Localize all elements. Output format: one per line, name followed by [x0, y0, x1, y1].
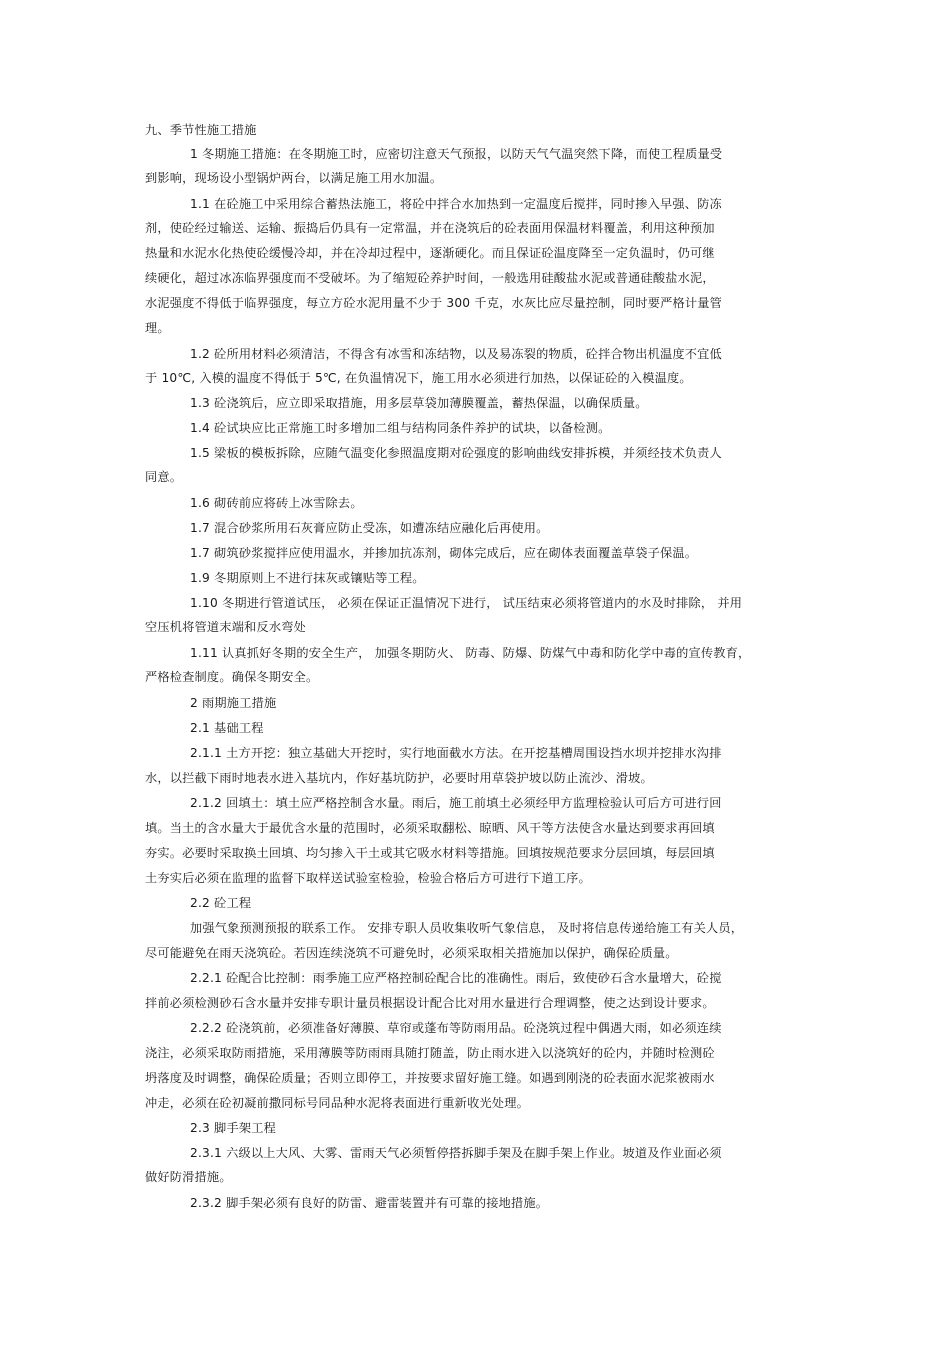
paragraph-line: 于 10℃, 入模的温度不得低于 5℃, 在负温情况下，施工用水必须进行加热，以保证砼的入模温度。: [145, 371, 692, 385]
subsection-heading: 2.3 脚手架工程: [190, 1121, 276, 1135]
paragraph-line: 拌前必须检测砂石含水量并安排专职计量员根据设计配合比对用水量进行合理调整，使之达到设计要求。: [145, 996, 715, 1010]
paragraph-line: 1 冬期施工措施：在冬期施工时，应密切注意天气预报，以防天气气温突然下降，而使工程质量受: [190, 147, 723, 161]
paragraph-line: 2.2.1 砼配合比控制：雨季施工应严格控制砼配合比的准确性。雨后，致使砂石含水量增大，砼搅: [190, 971, 722, 985]
paragraph-line: 尽可能避免在雨天浇筑砼。若因连续浇筑不可避免时，必须采取相关措施加以保护，确保砼质量。: [145, 946, 678, 960]
paragraph-line: 夯实。必要时采取换土回填、均匀掺入干土或其它吸水材料等措施。回填按规范要求分层回填，每层回填: [145, 846, 715, 860]
paragraph-line: 浇注，必须采取防雨措施，采用薄膜等防雨雨具随打随盖，防止雨水进入以浇筑好的砼内，并随时检测砼: [145, 1046, 715, 1060]
paragraph-line: 续硬化，超过冰冻临界强度而不受破坏。为了缩短砼养护时间，一般选用硅酸盐水泥或普通硅酸盐水泥，: [145, 271, 715, 285]
paragraph-line: 同意。: [145, 470, 183, 484]
paragraph-line: 1.11 认真抓好冬期的安全生产， 加强冬期防火、 防毒、防爆、防煤气中毒和防化学中毒的宣传教育，: [190, 646, 751, 660]
paragraph-line: 1.6 砌砖前应将砖上冰雪除去。: [190, 496, 363, 510]
paragraph-line: 空压机将管道末端和反水弯处: [145, 620, 307, 634]
paragraph-line: 严格检查制度。确保冬期安全。: [145, 670, 319, 684]
paragraph-line: 2.1.2 回填土：填土应严格控制含水量。雨后，施工前填土必须经甲方监理检验认可后方可进行回: [190, 796, 722, 810]
paragraph-line: 2.3.2 脚手架必须有良好的防雷、避雷装置并有可靠的接地措施。: [190, 1196, 549, 1210]
paragraph-line: 坍落度及时调整，确保砼质量；否则立即停工，并按要求留好施工缝。如遇到刚浇的砼表面水泥浆被雨水: [145, 1071, 715, 1085]
paragraph-line: 1.4 砼试块应比正常施工时多增加二组与结构同条件养护的试块，以备检测。: [190, 421, 611, 435]
paragraph-line: 到影响，现场设小型锅炉两台，以满足施工用水加温。: [145, 171, 443, 185]
paragraph-line: 加强气象预测预报的联系工作。 安排专职人员收集收听气象信息， 及时将信息传递给施工有关人员，: [190, 921, 744, 935]
paragraph-line: 冲走，必须在砼初凝前撒同标号同品种水泥将表面进行重新收光处理。: [145, 1096, 530, 1110]
paragraph-line: 理。: [145, 321, 170, 335]
section-heading: 九、季节性施工措施: [145, 123, 257, 137]
paragraph-line: 2.2.2 砼浇筑前，必须准备好薄膜、草帘或蓬布等防雨用品。砼浇筑过程中偶遇大雨，如必须连续: [190, 1021, 722, 1035]
paragraph-line: 1.7 混合砂浆所用石灰膏应防止受冻，如遭冻结应融化后再使用。: [190, 521, 549, 535]
paragraph-line: 做好防滑措施。: [145, 1170, 232, 1184]
paragraph-line: 1.10 冬期进行管道试压， 必须在保证正温情况下进行， 试压结束必须将管道内的水及时排除， 并用: [190, 596, 743, 610]
paragraph-line: 1.1 在砼施工中采用综合蓄热法施工，将砼中拌合水加热到一定温度后搅拌，同时掺入早强、防冻: [190, 197, 722, 211]
paragraph-line: 1.5 梁板的模板拆除，应随气温变化参照温度期对砼强度的影响曲线安排拆模，并须经技术负责人: [190, 446, 722, 460]
paragraph-line: 1.7 砌筑砂浆搅拌应使用温水，并掺加抗冻剂，砌体完成后，应在砌体表面覆盖草袋子保温。: [190, 546, 698, 560]
paragraph-line: 水泥强度不得低于临界强度，每立方砼水泥用量不少于 300 千克，水灰比应尽量控制，同时要严格计量管: [145, 296, 723, 310]
subsection-heading: 2.2 砼工程: [190, 896, 252, 910]
paragraph-line: 1.9 冬期原则上不进行抹灰或镶贴等工程。: [190, 571, 425, 585]
paragraph-line: 1.3 砼浇筑后，应立即采取措施，用多层草袋加薄膜覆盖，蓄热保温，以确保质量。: [190, 396, 648, 410]
paragraph-line: 剂，使砼经过输送、运输、振捣后仍具有一定常温，并在浇筑后的砼表面用保温材料覆盖，利用这种预加: [145, 221, 715, 235]
paragraph-line: 2.1.1 土方开挖：独立基础大开挖时，实行地面截水方法。在开挖基槽周围设挡水坝并挖排水沟排: [190, 746, 722, 760]
subsection-heading: 2 雨期施工措施: [190, 696, 277, 710]
subsection-heading: 2.1 基础工程: [190, 721, 264, 735]
paragraph-line: 2.3.1 六级以上大风、大雾、雷雨天气必须暂停搭拆脚手架及在脚手架上作业。坡道及作业面必须: [190, 1146, 722, 1160]
paragraph-line: 土夯实后必须在监理的监督下取样送试验室检验，检验合格后方可进行下道工序。: [145, 871, 591, 885]
paragraph-line: 填。当土的含水量大于最优含水量的范围时，必须采取翻松、晾晒、风干等方法使含水量达到要求再回填: [145, 821, 715, 835]
paragraph-line: 热量和水泥水化热使砼缓慢冷却，并在冷却过程中，逐渐硬化。而且保证砼温度降至一定负温时，仍可继: [145, 246, 715, 260]
paragraph-line: 水，以拦截下雨时地表水进入基坑内，作好基坑防护，必要时用草袋护坡以防止流沙、滑坡。: [145, 771, 653, 785]
paragraph-line: 1.2 砼所用材料必须清洁，不得含有冰雪和冻结物，以及易冻裂的物质，砼拌合物出机温度不宜低: [190, 347, 722, 361]
